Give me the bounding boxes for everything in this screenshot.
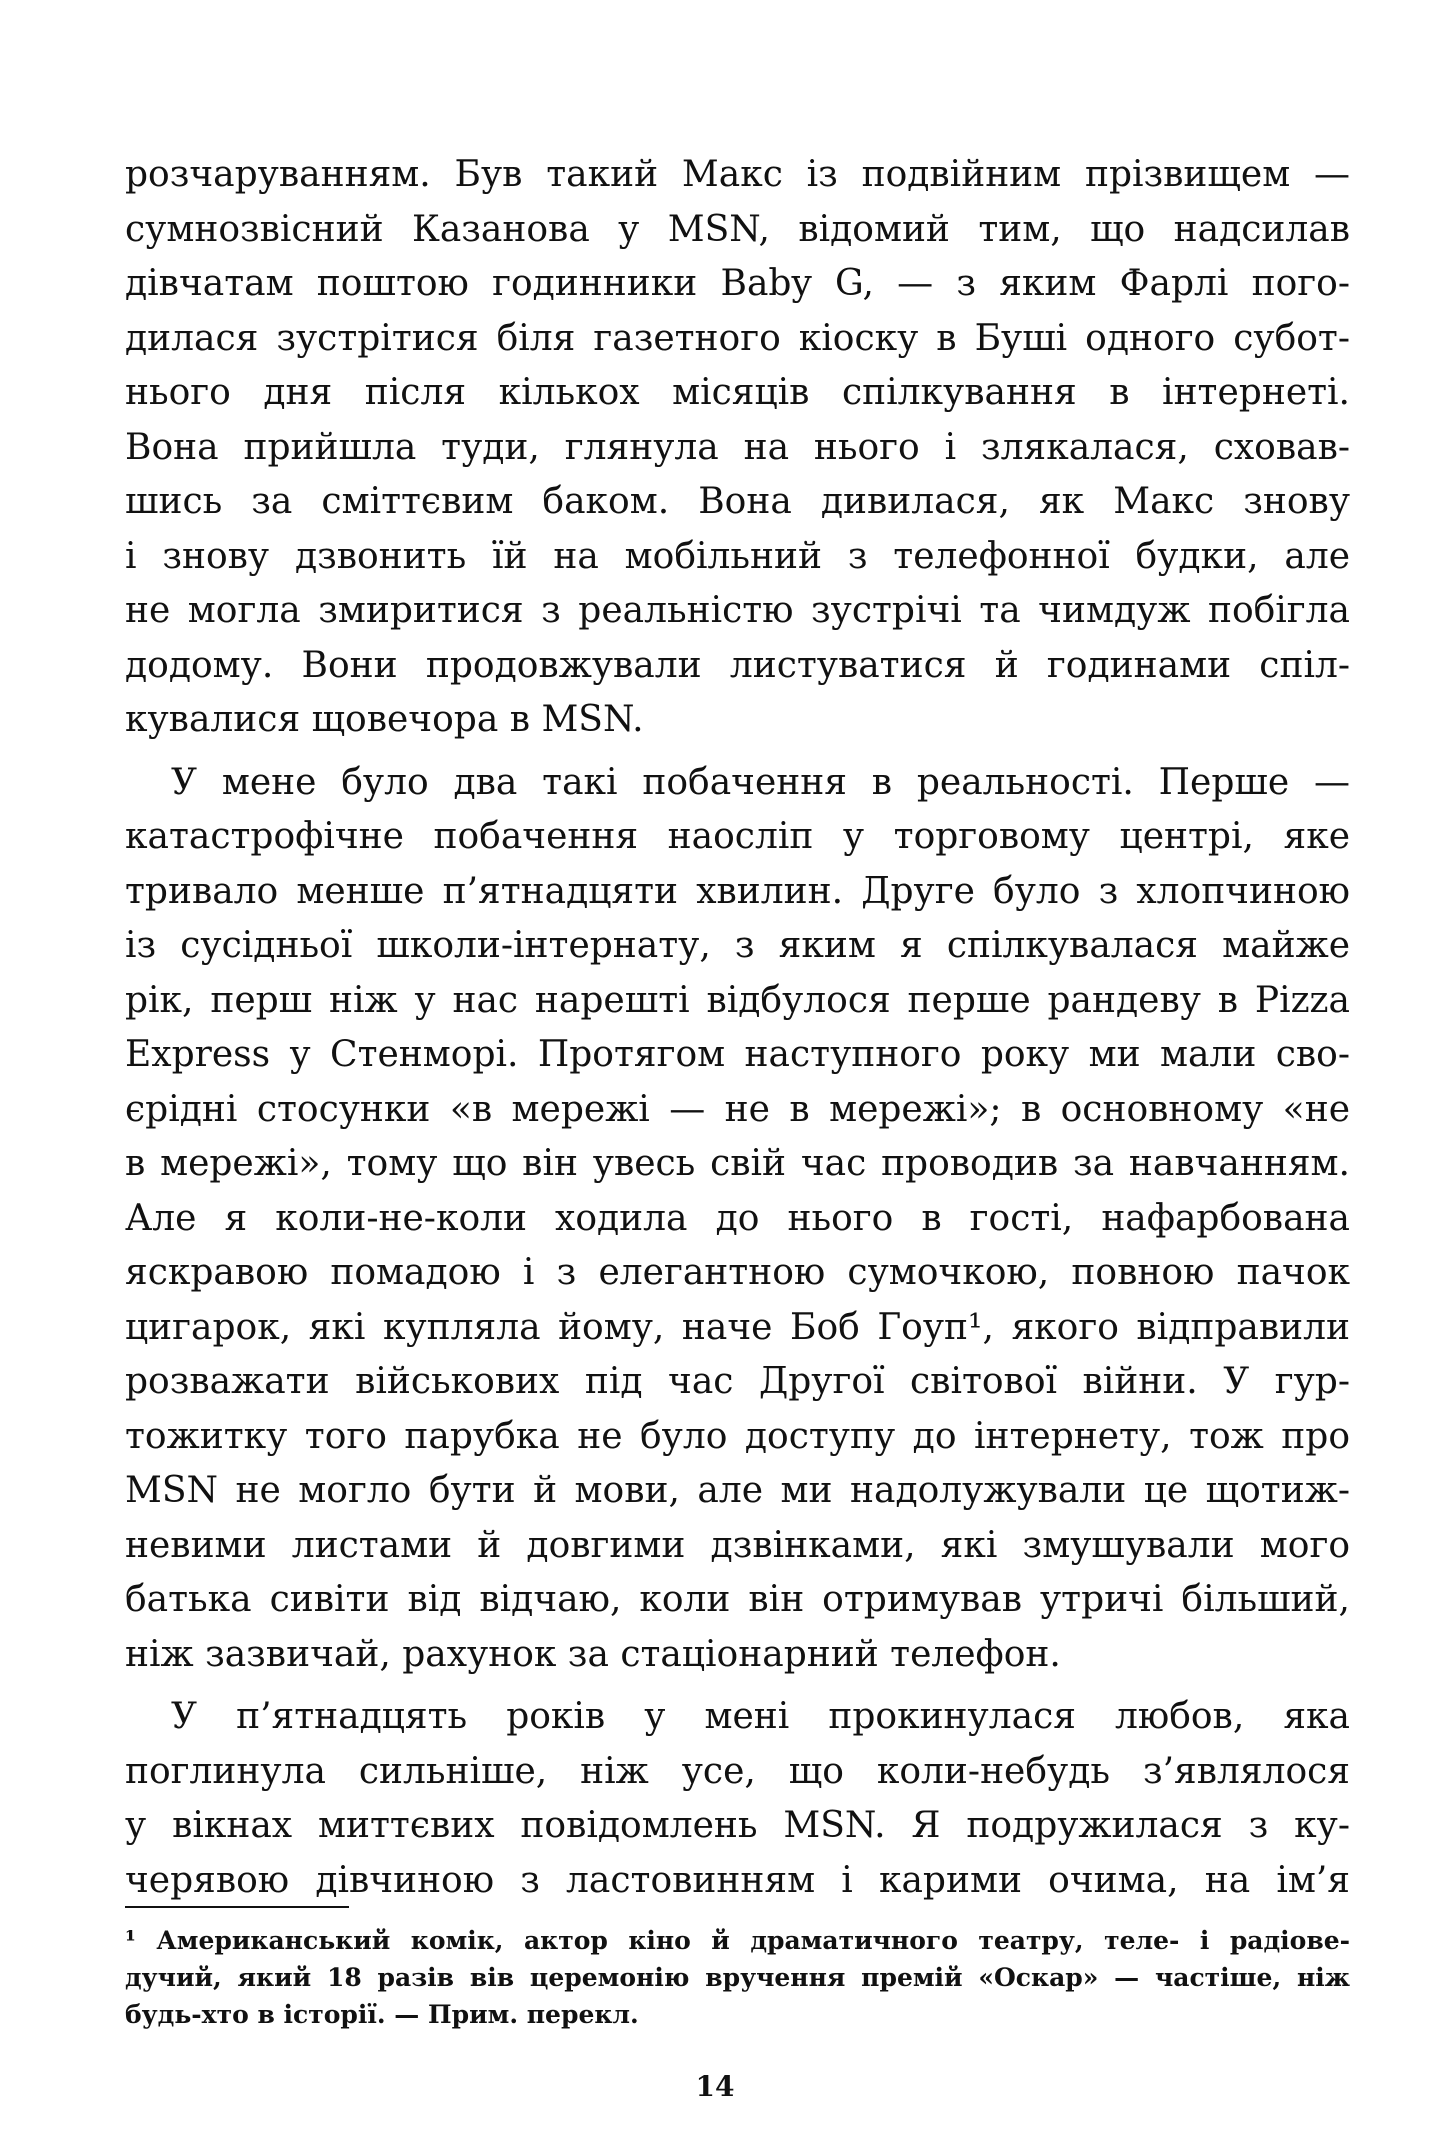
footnote-line: будь-хто в історії. — Прим. перекл. (125, 2000, 639, 2029)
text-line: єрідні стосунки «в мережі — не в мережі»; в основному «не (125, 1088, 1350, 1130)
paragraph-2 (125, 756, 1350, 1683)
text-line: кувалися щовечора в MSN. (125, 699, 644, 740)
text-line: із сусідньої школи-інтернату, з яким я спілкувалася майже (125, 925, 1350, 966)
text-line: розчаруванням. Був такий Макс із подвійним прізвищем — (125, 154, 1350, 195)
footnote-line: дучий, який 18 разів вів церемонію вручення премій «Оскар» — частіше, ніж (125, 1963, 1350, 1992)
text-line: не могла змиритися з реальністю зустрічі та чимдуж побігла (125, 590, 1350, 631)
footnote-divider (125, 1906, 349, 1908)
text-line: в мережі», тому що він увесь свій час проводив за навчанням. (125, 1143, 1350, 1184)
text-line: Але я коли-не-коли ходила до нього в гості, нафарбована (125, 1197, 1350, 1239)
paragraph-3 (125, 1690, 1350, 1908)
text-line: яскравою помадою і з елегантною сумочкою, повною пачок (125, 1252, 1350, 1293)
text-line: У п’ятнадцять років у мені прокинулася любов, яка (171, 1696, 1350, 1737)
text-line: нього дня після кількох місяців спілкування в інтернеті. (125, 372, 1350, 413)
text-line: Вона прийшла туди, глянула на нього і злякалася, сховав- (125, 426, 1350, 468)
text-line: розважати військових під час Другої світової війни. У гур- (125, 1361, 1350, 1402)
text-line: і знову дзвонить їй на мобільний з телефонної будки, але (125, 535, 1350, 577)
text-line: тожитку того парубка не було доступу до інтернету, тож про (125, 1415, 1350, 1457)
text-line: батька сивіти від відчаю, коли він отримував утричі більший, (125, 1579, 1350, 1620)
paragraph-1 (125, 148, 1350, 748)
text-line: дилася зустрітися біля газетного кіоску в Буші одного субот- (125, 317, 1350, 359)
text-line: тривало менше п’ятнадцяти хвилин. Друге було з хлопчиною (125, 870, 1350, 912)
text-line: шись за сміттєвим баком. Вона дивилася, як Макс знову (125, 481, 1350, 522)
text-line: поглинула сильніше, ніж усе, що коли-небудь з’являлося (125, 1750, 1350, 1792)
text-line: MSN не могло бути й мови, але ми надолужували це щотиж- (125, 1470, 1350, 1511)
text-line: катастрофічне побачення наосліп у торговому центрі, яке (125, 816, 1350, 857)
text-line: рік, перш ніж у нас нарешті відбулося перше рандеву в Pizza (125, 979, 1350, 1021)
text-line: ніж зазвичай, рахунок за стаціонарний телефон. (125, 1633, 1061, 1675)
text-line: сумнозвісний Казанова у MSN, відомий тим, що надсилав (125, 208, 1350, 250)
text-line: невими листами й довгими дзвінками, які змушували мого (125, 1524, 1350, 1566)
text-line: дівчатам поштою годинники Baby G, — з яким Фарлі пого- (125, 263, 1350, 304)
footnote-line: ¹ Американський комік, актор кіно й драматичного театру, теле- і радіове- (125, 1926, 1350, 1955)
text-line: цигарок, які купляла йому, наче Боб Гоуп¹, якого відправили (125, 1306, 1350, 1348)
page-number: 14 (695, 2070, 735, 2103)
text-line: У мене було два такі побачення в реальності. Перше — (171, 761, 1350, 803)
footnote (125, 1922, 1350, 2033)
main-text (125, 148, 1350, 1908)
text-line: додому. Вони продовжували листуватися й годинами спіл- (125, 644, 1350, 686)
text-line: у вікнах миттєвих повідомлень MSN. Я подружилася з ку- (125, 1805, 1350, 1846)
text-line: Express у Стенморі. Протягом наступного року ми мали сво- (125, 1034, 1350, 1075)
text-line: черявою дівчиною з ластовинням і карими очима, на ім’я (125, 1859, 1350, 1901)
